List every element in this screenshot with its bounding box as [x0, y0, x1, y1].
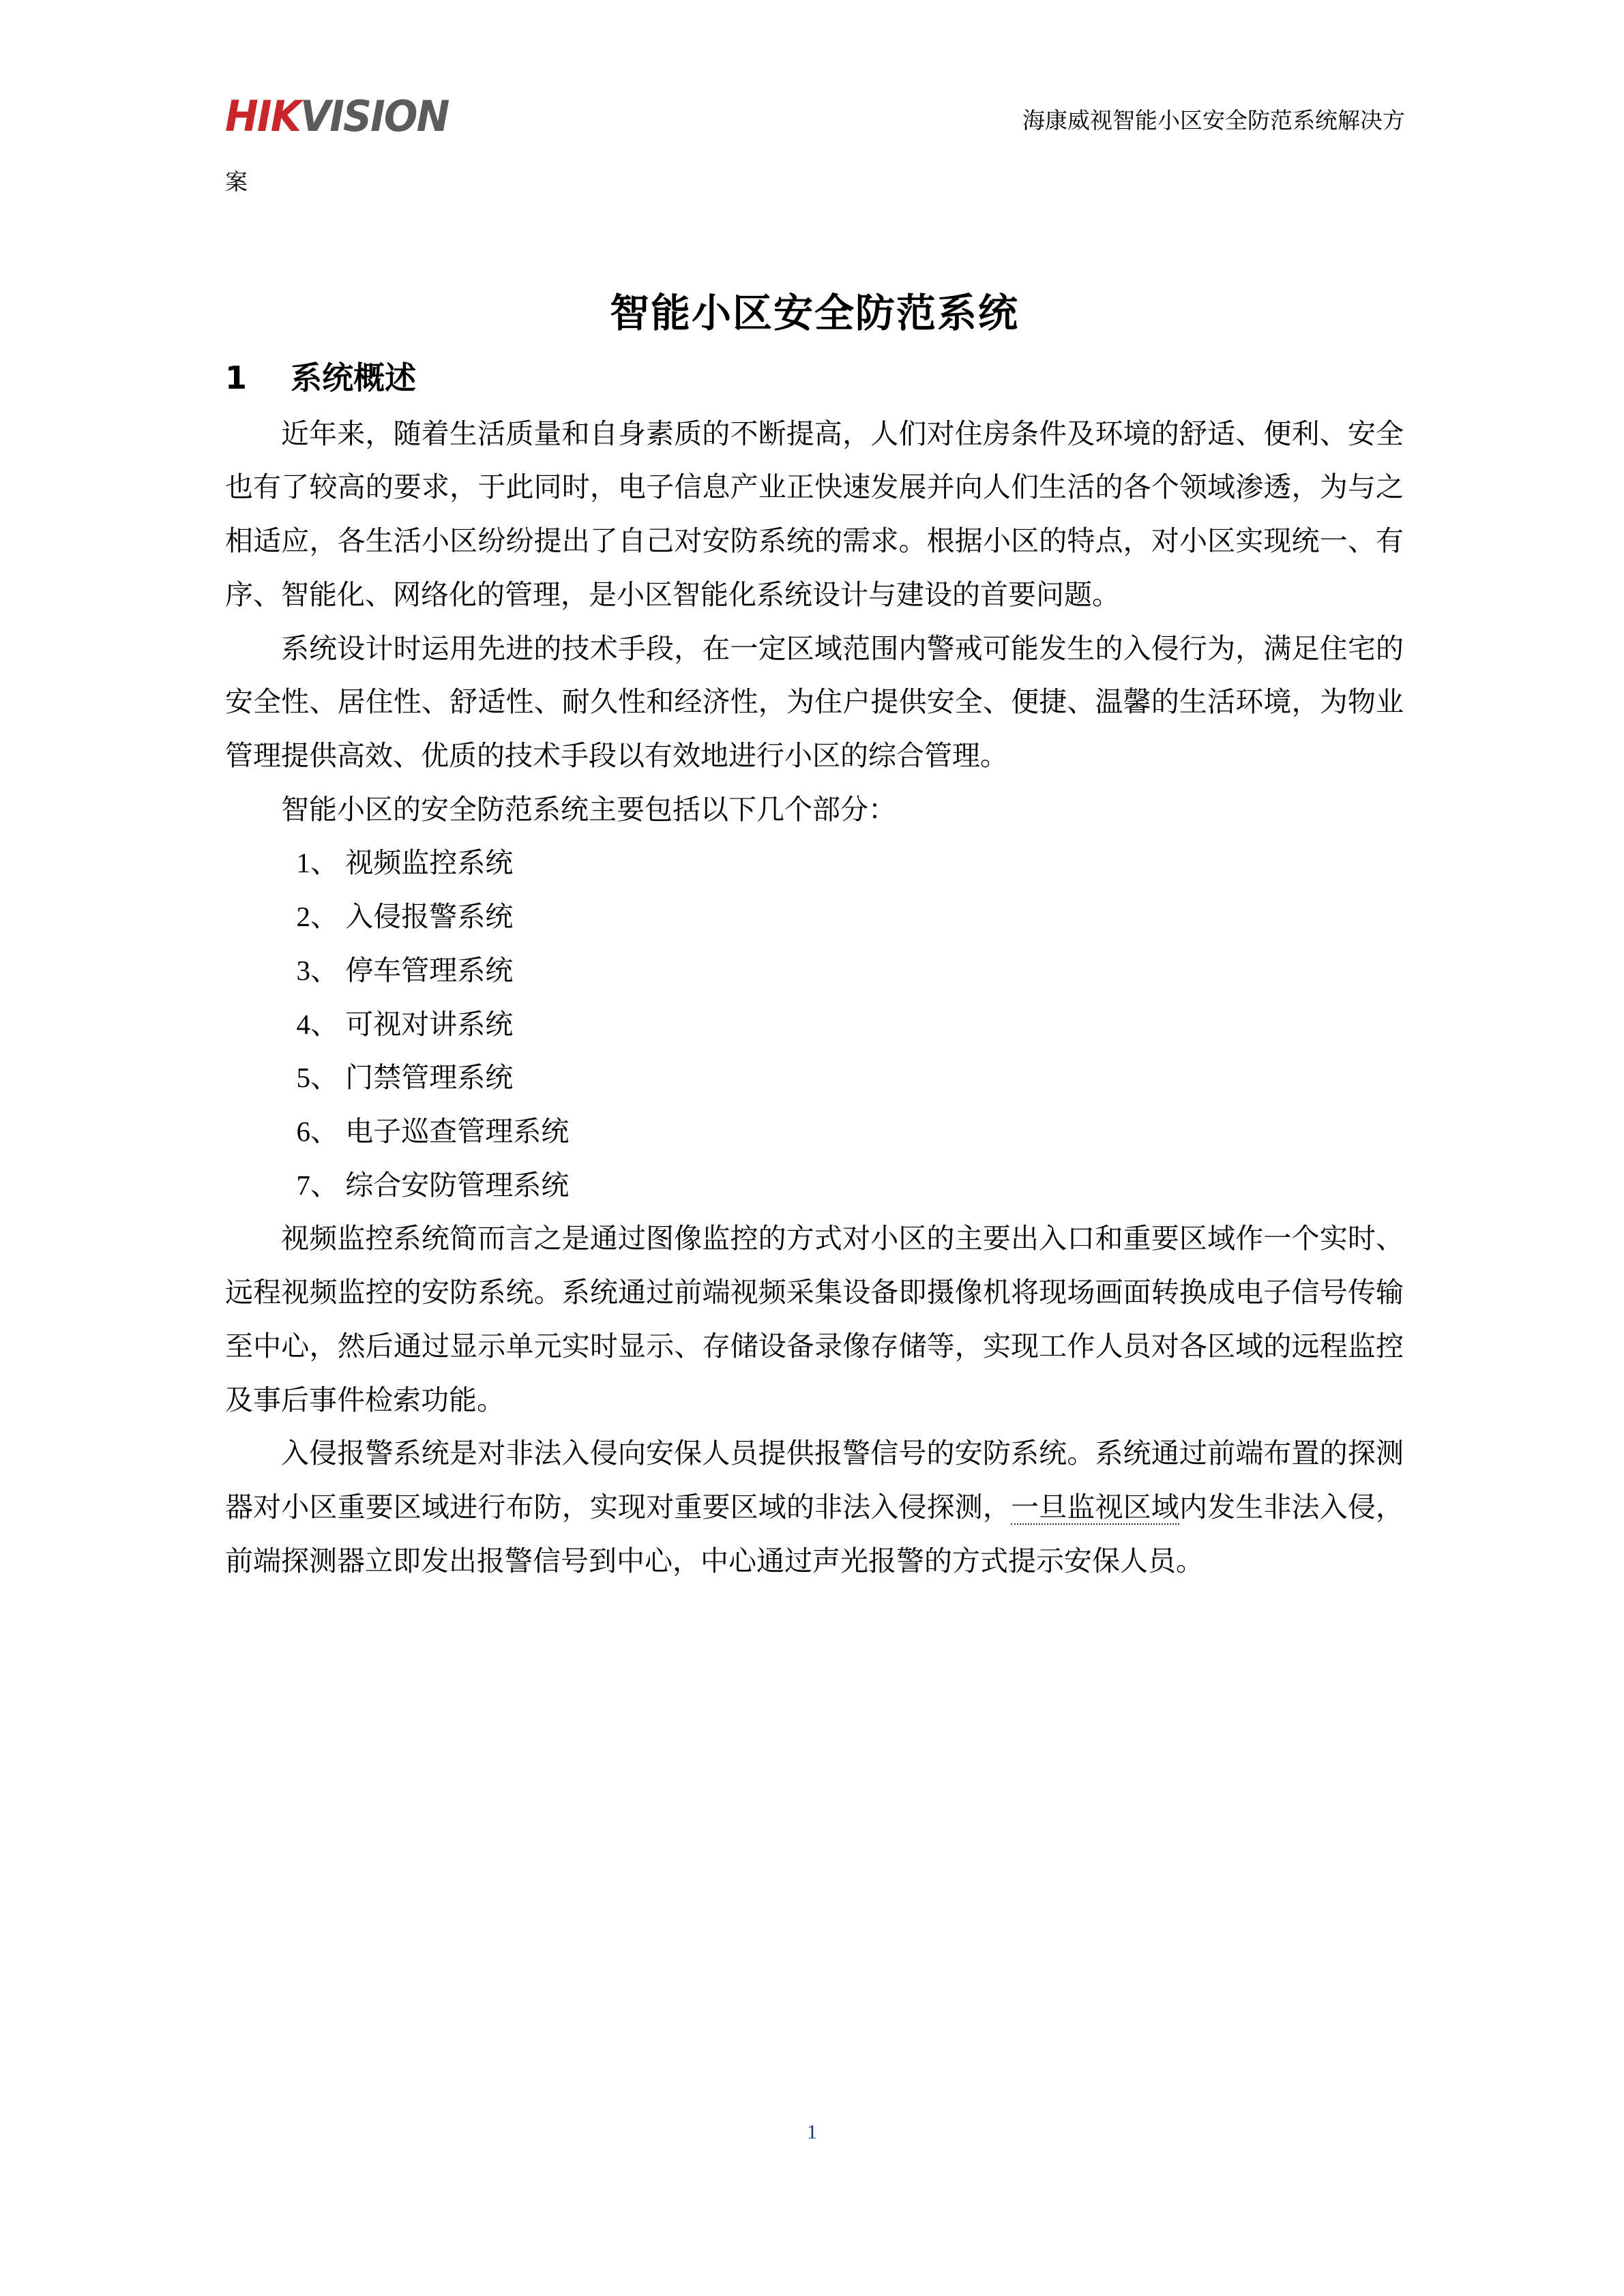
list-item: 6、 电子巡查管理系统 [296, 1116, 570, 1148]
running-header-title: 海康威视智能小区安全防范系统解决方 [1022, 109, 1405, 134]
page-title: 智能小区安全防范系统 [609, 290, 1019, 336]
list-item: 7、 综合安防管理系统 [296, 1169, 570, 1201]
paragraph-2: 系统设计时运用先进的技术手段，在一定区域范围内警戒可能发生的入侵行为，满足住宅的安全性、居住性、舒适性、耐久性和经济性，为住户提供安全、便捷、温馨的生活环境，为物业管理提供高效、优质的技术手段以有效地进行小区的综合管理。 [225, 632, 1404, 771]
page-number: 1 [807, 2121, 817, 2143]
page-footer [0, 2121, 1624, 2144]
list-item: 2、 入侵报警系统 [296, 901, 514, 933]
logo-vision-text: VISION [299, 91, 449, 141]
paragraph-3-list-intro: 智能小区的安全防范系统主要包括以下几个部分： [281, 793, 896, 825]
logo-hik-text: HIK [225, 91, 300, 141]
page-header [225, 91, 1405, 195]
list-item: 4、 可视对讲系统 [296, 1008, 514, 1040]
running-header-title-wrap: 案 [225, 170, 248, 195]
document-body [225, 286, 1404, 1588]
paragraph-5 [225, 1427, 1404, 1587]
paragraph-5-part-a: 入侵报警系统是对非法入侵向安保人员提供报警信号的安防系统。系统通过前端布置的探测器对小区重要区域进行布防，实现对重要区域的非法入侵探测， [225, 1437, 1404, 1523]
header-row [225, 91, 1405, 141]
section-heading-1: 1 系统概述 [225, 359, 417, 397]
list-item: 1、 视频监控系统 [296, 847, 514, 879]
paragraph-4: 视频监控系统简而言之是通过图像监控的方式对小区的主要出入口和重要区域作一个实时、远程视频监控的安防系统。系统通过前端视频采集设备即摄像机将现场画面转换成电子信号传输至中心，然后通过显示单元实时显示、存储设备录像存储等，实现工作人员对各区域的远程监控及事后事件检索功能。 [225, 1223, 1404, 1416]
feature-list [225, 836, 1404, 1212]
list-item: 3、 停车管理系统 [296, 954, 514, 986]
paragraph-5-flagged-text: 一旦监视区域 [1011, 1491, 1179, 1525]
list-item: 5、 门禁管理系统 [296, 1062, 514, 1094]
paragraph-5-part-c: 内发生非法入侵，前端探测器立即发出报警信号到中心，中心通过声光报警的方式提示安保人员。 [225, 1491, 1404, 1577]
paragraph-1: 近年来，随着生活质量和自身素质的不断提高，人们对住房条件及环境的舒适、便利、安全也有了较高的要求，于此同时，电子信息产业正快速发展并向人们生活的各个领域渗透，为与之相适应，各生活小区纷纷提出了自己对安防系统的需求。根据小区的特点，对小区实现统一、有序、智能化、网络化的管理，是小区智能化系统设计与建设的首要问题。 [225, 417, 1404, 610]
hikvision-logo [225, 91, 449, 141]
